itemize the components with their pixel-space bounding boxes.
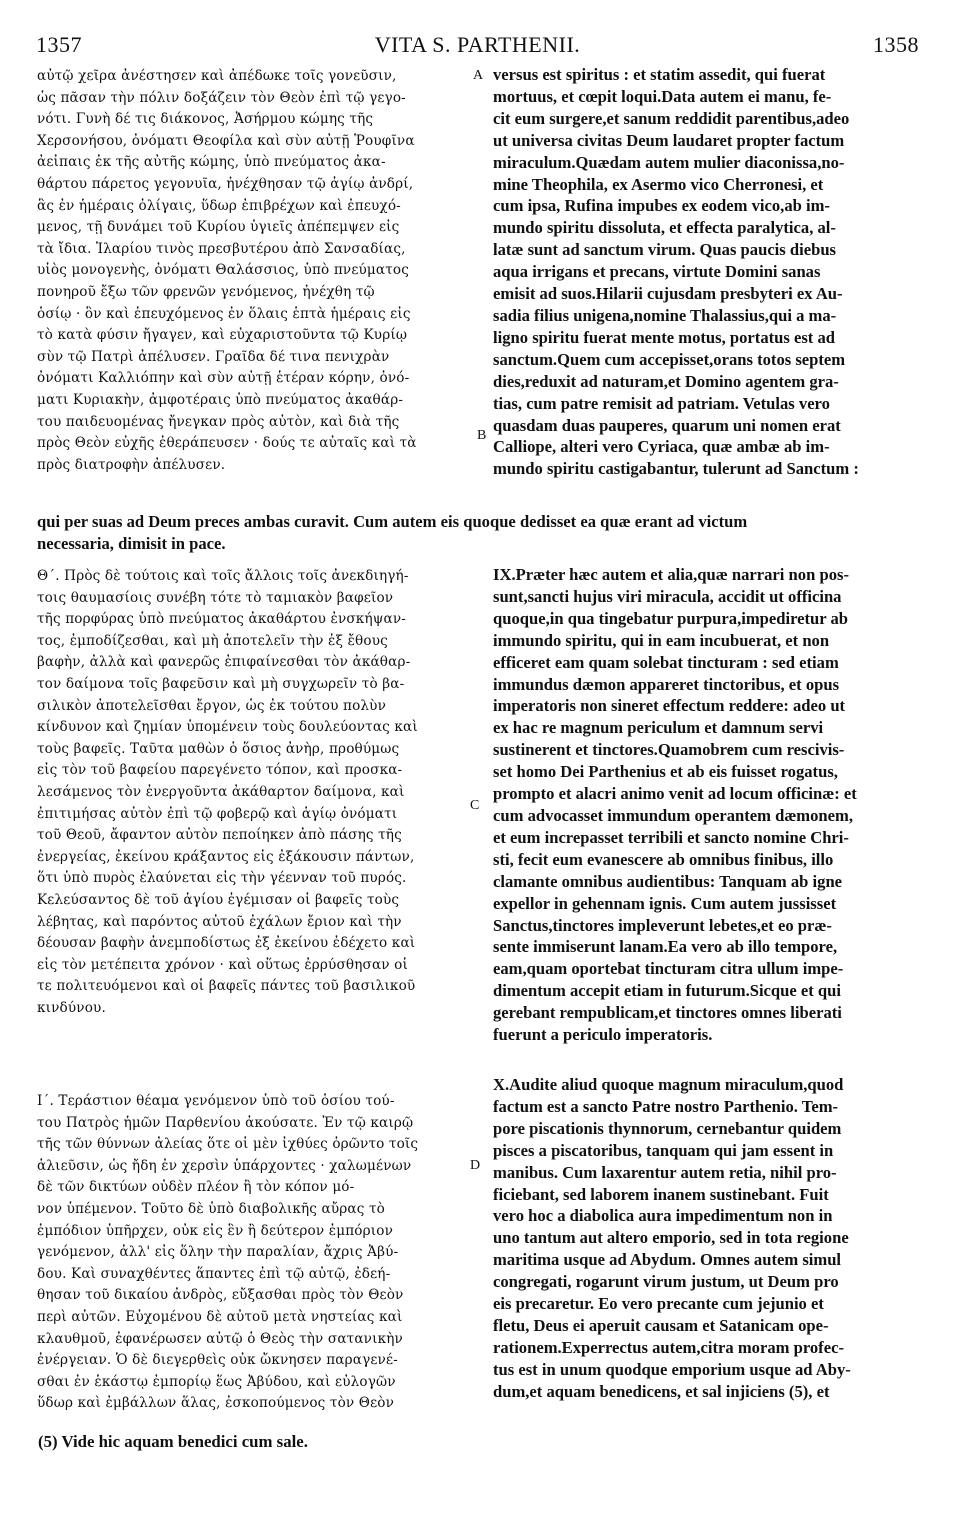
greek-line: ὅτι ὑπὸ πυρὸς ἐλαύνεται εἰς τὴν γέενναν τοῦ πυρός. [37, 870, 407, 887]
greek-line: δου. Καὶ συναχθέντες ἅπαντες ἐπὶ τῷ αὐτῷ, ἐδεή- [37, 1265, 391, 1282]
latin-line: sti, fecit eum evanescere ab omnibus finibus, illo [493, 849, 834, 869]
latin-line: cit eum surgere,et sanum reddidit parentibus,adeo [493, 108, 850, 128]
greek-line: δέουσαν βαφὴν ἀνεμποδίστως ἐξ ἐκείνου ἐδέχετο καὶ [37, 935, 416, 952]
latin-line: ut universa civitas Deum laudaret propter factum [493, 130, 845, 150]
latin-line: pore piscationis thynnorum, cernebantur quidem [493, 1118, 842, 1138]
latin-line: emisit ad suos.Hilarii cujusdam presbyteri ex Au- [493, 284, 843, 304]
greek-line: τοὺς βαφεῖς. Ταῦτα μαθὼν ὁ ὅσιος ἀνὴρ, προθύμως [37, 740, 400, 757]
latin-line: sanctum.Quem cum accepisset,orans totos septem [493, 349, 846, 369]
margin-marker-d: D [470, 1158, 481, 1173]
greek-line: τὸ κατὰ φύσιν ἤγαγεν, καὶ εὐχαριστοῦντα τῷ Κυρίῳ [37, 327, 408, 344]
greek-line: ἁλιεῦσιν, ὡς ἤδη ἐν χερσὶν ὑπάρχοντες · χαλωμένων [37, 1157, 412, 1174]
latin-line: eam,quam oportebat tincturam citra ullum impe- [493, 959, 844, 979]
latin-line: Sanctus,tinctores impleverunt lebetes,et eo præ- [493, 915, 832, 935]
greek-line: τοῦ Θεοῦ, ἄφαντον αὐτὸν πεποίηκεν ἀπὸ πάσης τῆς [37, 827, 402, 844]
greek-line: τὰ ἴδια. Ἱλαρίου τινὸς πρεσβυτέρου ἀπὸ Σανσαδίας, [37, 240, 406, 257]
latin-line: sustinerent et tinctores.Quamobrem cum rescivis- [493, 740, 845, 760]
latin-line: Calliope, alteri vero Cyriaca, quæ ambæ ab im- [493, 437, 830, 457]
greek-column-section-a [37, 66, 467, 476]
latin-line: quasdam duas pauperes, quarum uni nomen erat [493, 415, 841, 435]
latin-line: miraculum.Quædam autem mulier diaconissa,no- [493, 152, 845, 172]
latin-line: sadia filius unigena,nomine Thalassius,qui a ma- [493, 305, 837, 325]
greek-line: νότι. Γυνὴ δέ τις διάκονος, Ἀσήρμου κώμης τῆς [37, 111, 374, 128]
latin-line: factum est a sancto Patre nostro Parthenio. Tem- [493, 1096, 839, 1116]
greek-line: τον δαίμονα τοῖς βαφεῦσιν καὶ μὴ συγχωρεῖν τὸ βα- [37, 675, 405, 692]
greek-column-section-b [37, 566, 467, 1019]
greek-line: ὀνόματι Καλλιόπην καὶ σὺν αὐτῇ ἑτέραν κόρην, ὀνό- [37, 370, 410, 387]
latin-line: X.Audite aliud quoque magnum miraculum,quod [493, 1075, 844, 1094]
latin-line: imperatoris non sineret effectum reddere: adeo ut [493, 696, 846, 716]
latin-line: ficiebant, sed laborem inanem sustinebant. Fuit [493, 1184, 829, 1204]
greek-line: θάρτου πάρετος γεγονυῖα, ἠνέχθησαν τῷ ἁγίῳ ἀνδρί, [37, 175, 414, 192]
latin-line: clamante omnibus audientibus: Tanquam ab igne [493, 871, 843, 891]
latin-line: latæ sunt ad sanctum virum. Quas paucis diebus [493, 240, 837, 260]
latin-line: immundus dæmon appareret tinctoribus, et opus [493, 674, 840, 694]
greek-line: ἃς ἐν ἡμέραις ὀλίγαις, ὕδωρ ἐπιβρέχων καὶ ἐπευχό- [37, 197, 401, 214]
latin-line: aqua irrigans et precans, virtute Domini sanas [493, 262, 821, 282]
latin-line: immundo spiritu, qui in eam incubuerat, et non [493, 630, 830, 650]
greek-line: κίνδυνον καὶ ζημίαν ὑπομένειν τοὺς δουλεύοντας καὶ [37, 719, 418, 736]
margin-marker-b: B [477, 428, 487, 443]
greek-line: λεσάμενος τὸν ἐνεργοῦντα ἀκάθαρτον δαίμονα, καὶ [37, 783, 405, 800]
full-width-latin-line [37, 511, 927, 555]
latin-line: quoque,in qua tingebatur purpura,impediretur ab [493, 608, 849, 628]
greek-line: ἐνέργειαν. Ὁ δὲ διεγερθεὶς οὐκ ὤκνησεν παραγενέ- [37, 1352, 398, 1369]
greek-line: Θ΄. Πρὸς δὲ τούτοις καὶ τοῖς ἄλλοις τοῖς ἀνεκδιηγή- [37, 568, 409, 584]
greek-line: Κελεύσαντος δὲ τοῦ ἁγίου ἐγέμισαν οἱ βαφεῖς τοὺς [37, 891, 400, 908]
greek-line: βαφὴν, ἀλλὰ καὶ φανερῶς ἐπιφαίνεσθαι τὸν ἀκάθαρ- [37, 654, 411, 671]
latin-column-section-a [493, 64, 923, 480]
margin-marker-c: C [470, 798, 480, 813]
greek-line: ὁσίῳ · ὃν καὶ ἐπευχόμενος ἐν ὅλαις ἑπτὰ ἡμέραις εἰς [37, 305, 411, 322]
latin-line: congregati, rogarunt virum justum, ut Deum pro [493, 1272, 839, 1292]
latin-line: pisces a piscatoribus, tanquam qui jam essent in [493, 1140, 834, 1160]
greek-line: τῆς τῶν θύννων ἀλείας ὅτε οἱ μὲν ἰχθύες ὁρῶντο τοῖς [37, 1136, 419, 1153]
full-width-line-1: qui per suas ad Deum preces ambas curavit. Cum autem eis quoque dedisset ea quæ erant ad victum [37, 512, 748, 531]
latin-line: cum advocasset immundum operantem dæmonem, [493, 805, 853, 825]
footnote: (5) Vide hic aquam benedici cum sale. [38, 1432, 308, 1451]
latin-line: dum,et aquam benedicens, et sal injiciens (5), et [493, 1381, 830, 1401]
greek-line: γενόμενον, ἀλλ' εἰς ὅλην τὴν παραλίαν, ἄχρις Ἀβύ- [37, 1244, 399, 1261]
greek-line: μενος, τῇ δυνάμει τοῦ Κυρίου ὑγιεῖς ἀπέπεμψεν εἰς [37, 219, 400, 236]
running-title: VITA S. PARTHENII. [374, 32, 581, 57]
greek-line: σιλικὸν ἀποτελεῖσθαι ἔργον, ὡς ἐκ τούτου πολὺν [37, 697, 387, 714]
latin-line: vero hoc a diabolica aura impedimentum non in [493, 1206, 833, 1226]
latin-line: efficeret eam quam solebat tincturam : sed etiam [493, 652, 839, 672]
greek-line: σθαι ἐν ἑκάστῳ ἐμπορίῳ ἕως Ἀβύδου, καὶ εὐλογῶν [37, 1373, 396, 1390]
greek-line: κλαυθμοῦ, ἐφανέρωσεν αὐτῷ ὁ Θεὸς τὴν σατανικὴν [37, 1330, 403, 1347]
greek-line: του Πατρὸς ἡμῶν Παρθενίου ἀκούσατε. Ἐν τῷ καιρῷ [37, 1114, 414, 1131]
greek-line: ματι Κυριακὴν, ἀμφοτέραις ὑπὸ πνεύματος ἀκαθάρ- [37, 391, 404, 408]
latin-line: ex hac re magnum periculum et damnum servi [493, 718, 824, 738]
greek-line: ἀεἰπαις ἐκ τῆς αὐτῆς κώμης, ὑπὸ πνεύματος ἀκα- [37, 154, 386, 171]
right-page-number: 1358 [873, 32, 919, 57]
greek-line: υἱὸς μονογενὴς, ὀνόματι Θαλάσσιος, ὑπὸ πνεύματος [37, 262, 410, 279]
latin-line: set homo Dei Parthenius et ab eis fuisset rogatus, [493, 762, 838, 782]
greek-line: Χερσονήσου, ὀνόματι Θεοφίλα καὶ σὺν αὐτῇ Ῥουφῖνα [37, 132, 415, 149]
greek-line: τῆς πορφύρας ὑπὸ πνεύματος ἀκαθάρτου ἐνσκήψαν- [37, 611, 407, 628]
greek-line: πονηροῦ ἔξω τῶν φρενῶν γενόμενος, ἠνέχθη τῷ [37, 283, 375, 300]
latin-line: dies,reduxit ad naturam,et Domino agentem gra- [493, 371, 839, 391]
greek-line: ἐμπόδιον ὑπῆρχεν, οὐκ εἰς ἓν ἢ δεύτερον ἐμπόριον [37, 1222, 393, 1239]
greek-line: Ι΄. Τεράστιον θέαμα γενόμενον ὑπὸ τοῦ ὁσίου τού- [37, 1093, 395, 1109]
greek-line: σὺν τῷ Πατρὶ ἀπέλυσεν. Γραῖδα δέ τινα πενιχρὰν [37, 348, 390, 365]
margin-marker-a: A [473, 68, 484, 83]
greek-line: τοις θαυμασίοις συνέβη τότε τὸ ταμιακὸν βαφεῖον [37, 589, 394, 606]
latin-line: mundo spiritu dissoluta, et effecta paralytica, al- [493, 218, 836, 238]
latin-line: tus est in unum quodque emporium usque ad Aby- [493, 1359, 851, 1379]
greek-line: πρὸς Θεὸν εὐχῆς ἐθεράπευσεν · δούς τε αὐταῖς καὶ τὰ [37, 435, 417, 452]
latin-line: tias, cum patre remisit ad patriam. Vetulas vero [493, 393, 830, 413]
latin-line: sente immiserunt lanam.Ea vero ab illo tempore, [493, 937, 838, 957]
greek-line: εἰς τὸν μετέπειτα χρόνον · καὶ οὕτως ἐρρύσθησαν οἱ [37, 956, 408, 973]
latin-line: et eum increpasset terribili et sancto nomine Chri- [493, 827, 849, 847]
latin-line: mundo spiritu castigabantur, tulerunt ad Sanctum : [493, 459, 859, 479]
greek-line: τε πολιτευόμενοι καὶ οἱ βαφεῖς πάντες τοῦ βασιλικοῦ [37, 978, 416, 995]
greek-line: περὶ αὐτῶν. Εὐχομένου δὲ αὐτοῦ μετὰ νηστείας καὶ [37, 1308, 403, 1325]
latin-line: uno tantum aut altero emporio, sed in tota regione [493, 1228, 849, 1248]
latin-line: gerebant rempublicam,et tinctores omnes liberati [493, 1003, 842, 1023]
latin-line: prompto et alacri animo venit ad locum officinæ: et [493, 784, 857, 804]
greek-line: εἰς τὸν τοῦ βαφείου παρεγένετο τόπον, καὶ προσκα- [37, 762, 403, 779]
latin-line: fletu, Deus ei aperuit causam et Satanicam ope- [493, 1315, 829, 1335]
greek-line: ὡς πᾶσαν τὴν πόλιν δοξάζειν τὸν Θεὸν ἐπὶ τῷ γεγο- [37, 89, 406, 106]
latin-line: cum ipsa, Rufina impubes ex eodem vico,ab im- [493, 196, 830, 216]
greek-line: πρὸς διατροφὴν ἀπέλυσεν. [37, 456, 226, 473]
latin-column-section-b [493, 564, 923, 1046]
latin-line: manibus. Cum laxarentur autem retia, nihil pro- [493, 1162, 837, 1182]
latin-line: fuerunt a periculo imperatoris. [493, 1025, 713, 1045]
latin-line: ligno spiritu fuerat mente motus, portatus est ad [493, 327, 836, 347]
left-page-number: 1357 [36, 32, 82, 57]
latin-line: eis precaretur. Eo vero precante cum jejunio et [493, 1294, 824, 1314]
full-width-line-2: necessaria, dimisit in pace. [37, 533, 226, 553]
greek-column-section-c [37, 1091, 467, 1415]
latin-line: dimentum accepit etiam in futurum.Sicque et qui [493, 981, 841, 1001]
latin-line: mine Theophila, ex Asermo vico Cherronesi, et [493, 174, 824, 194]
greek-line: ἐπιτιμήσας αὐτὸν ἐπὶ τῷ φοβερῷ καὶ ἁγίῳ ὀνόματι [37, 805, 398, 822]
greek-line: ἐνεργείας, ἐκείνου κράξαντος εἰς ἐξάκουσιν πάντων, [37, 848, 415, 865]
latin-column-section-c [493, 1074, 923, 1403]
greek-line: λέβητας, καὶ παρόντος αὐτοῦ ἐχάλων ἔριον καὶ τὴν [37, 913, 402, 930]
greek-line: του παιδευομένας ἤνεγκαν πρὸς αὐτὸν, καὶ διὰ τῆς [37, 413, 400, 430]
latin-line: maritima usque ad Abydum. Omnes autem simul [493, 1250, 842, 1270]
greek-line: τος, ἐμποδίζεσθαι, καὶ μὴ ἀποτελεῖν τὴν ἐξ ἔθους [37, 632, 388, 649]
latin-line: sunt,sancti hujus viri miracula, accidit ut officina [493, 586, 842, 606]
latin-line: mortuus, et cœpit loqui.Data autem ei manu, fe- [493, 86, 832, 106]
greek-line: νον ὑπέμενον. Τοῦτο δὲ ὑπὸ διαβολικῆς αὔρας τὸ [37, 1200, 385, 1217]
greek-line: αὐτῷ χεῖρα ἀνέστησεν καὶ ἀπέδωκε τοῖς γονεῦσιν, [37, 68, 397, 84]
latin-line: expellor in gehennam ignis. Cum autem jussisset [493, 893, 837, 913]
latin-line: versus est spiritus : et statim assedit, qui fuerat [493, 65, 826, 84]
latin-line: IX.Præter hæc autem et alia,quæ narrari non pos- [493, 565, 849, 584]
greek-line: δὲ τῶν δικτύων οὐδὲν πλέον ἢ τὸν κόπον μό- [37, 1179, 355, 1196]
greek-line: κινδύνου. [37, 999, 106, 1016]
latin-line: rationem.Experrectus autem,citra moram profec- [493, 1337, 844, 1357]
greek-line: θησαν τοῦ δικαίου ἀνδρὸς, εὔξασθαι πρὸς τὸν Θεὸν [37, 1287, 404, 1304]
greek-line: ὕδωρ καὶ ἐμβάλλων ἅλας, ἐσκοπούμενος τὸν Θεὸν [37, 1395, 395, 1412]
